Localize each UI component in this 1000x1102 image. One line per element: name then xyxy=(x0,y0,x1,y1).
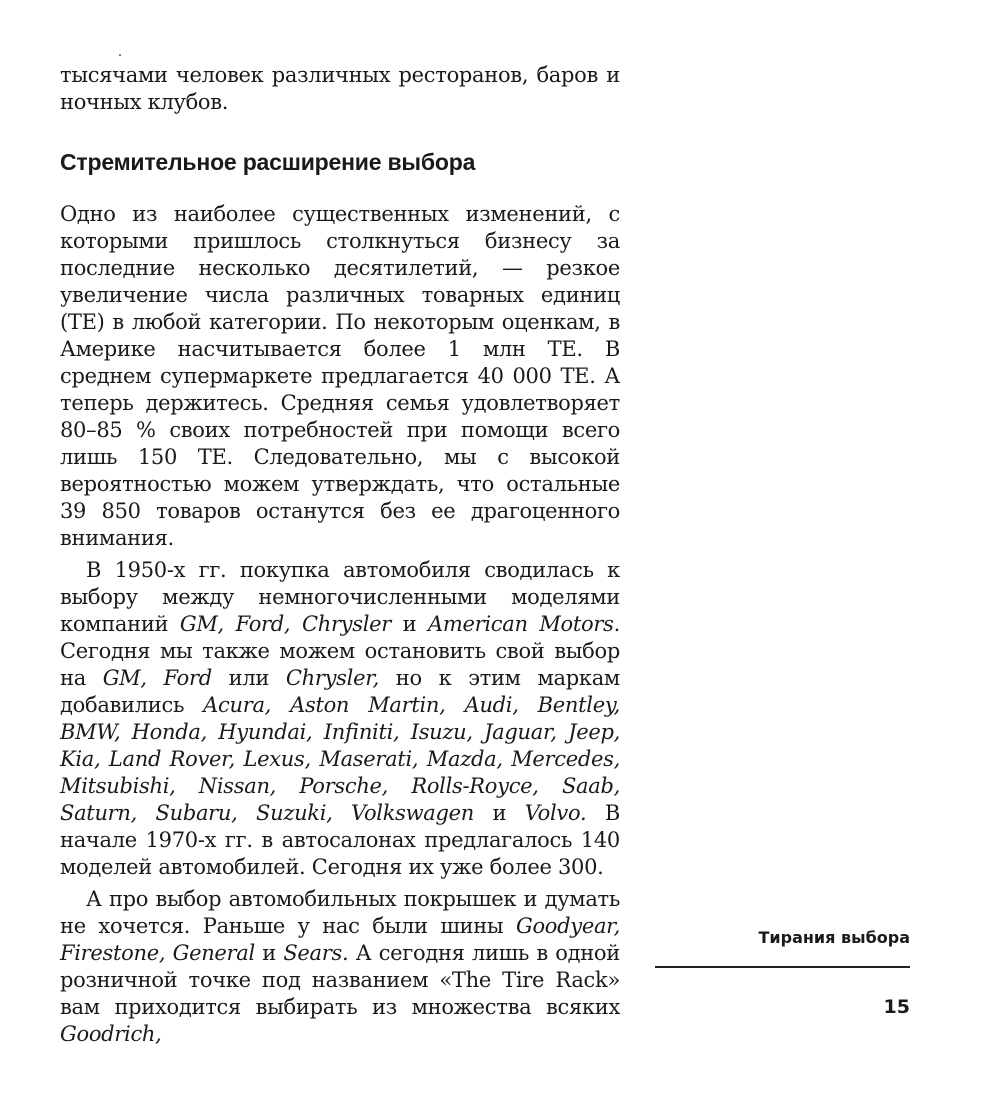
paragraph-2 xyxy=(60,557,620,881)
p2-brands-1: GM, Ford, Chrysler xyxy=(179,612,392,636)
p3-brands-1: Goodyear, Firestone, General xyxy=(60,914,620,965)
p3-brands-2: Sears. xyxy=(283,941,349,965)
p2-brands-2: American Motors. xyxy=(428,612,620,636)
running-head-rule xyxy=(655,966,910,968)
p2-text-3: Сегодня мы также можем остановить свой выбор на xyxy=(60,639,620,690)
p3-brands-3: Goodrich, xyxy=(60,1022,162,1046)
paragraph-3 xyxy=(60,886,620,1048)
p2-text-6: и xyxy=(492,801,507,825)
ink-speck xyxy=(119,54,121,56)
p2-text-2: и xyxy=(402,612,417,636)
p2-brands-4: Chrysler, xyxy=(285,666,380,690)
p3-text-3: А сегодня лишь в одной розничной точке под названием «The Tire Rack» вам приходится выбирать из множества всяких xyxy=(60,941,620,1019)
p2-text-7: В начале 1970-х гг. в автосалонах предлагалось 140 моделей автомобилей. Сегодня их уже более 300. xyxy=(60,801,620,879)
p2-brands-5: Acura, Aston Martin, Audi, Bentley, BMW, Honda, Hyundai, Infiniti, Isuzu, Jaguar, Jeep, Kia, Land Rover, Lexus, Maserati, Mazda, Mercedes, Mitsubishi, Nissan, Porsche, Rolls-Royce, Saab, Saturn, Subaru, Suzuki, Volkswagen xyxy=(60,693,620,825)
p2-text-4: или xyxy=(228,666,270,690)
p2-brands-3: GM, Ford xyxy=(102,666,212,690)
paragraph-1: Одно из наиболее существенных изменений, с которыми пришлось столкнуться бизнесу за последние несколько десятилетий, — резкое увеличение числа различных товарных единиц (ТЕ) в любой категории. По некоторым оценкам, в Америке насчитывается более 1 млн ТЕ. В среднем супермаркете предлагается 40 000 ТЕ. А теперь держитесь. Средняя семья удовлетворяет 80–85 % своих потребностей при помощи всего лишь 150 ТЕ. Следовательно, мы с высокой вероятностью можем утверждать, что остальные 39 850 товаров останутся без ее драгоценного внимания. xyxy=(60,202,620,550)
p3-text-2: и xyxy=(262,941,276,965)
section-heading: Стремительное расширение выбора xyxy=(60,149,476,175)
p2-text-1: В 1950-х гг. покупка автомобиля сводилась к выбору между немногочисленными моделями компаний xyxy=(60,558,620,636)
running-head: Тирания выбора xyxy=(758,928,910,947)
p3-text-1: А про выбор автомобильных покрышек и думать не хочется. Раньше у нас были шины xyxy=(60,887,620,938)
intro-paragraph: тысячами человек различных ресторанов, баров и ночных клубов. xyxy=(60,63,620,114)
body-text-column xyxy=(60,62,620,1048)
page-number: 15 xyxy=(883,996,910,1018)
p2-brands-6: Volvo. xyxy=(524,801,587,825)
p2-text-5: но к этим маркам добавились xyxy=(60,666,620,717)
